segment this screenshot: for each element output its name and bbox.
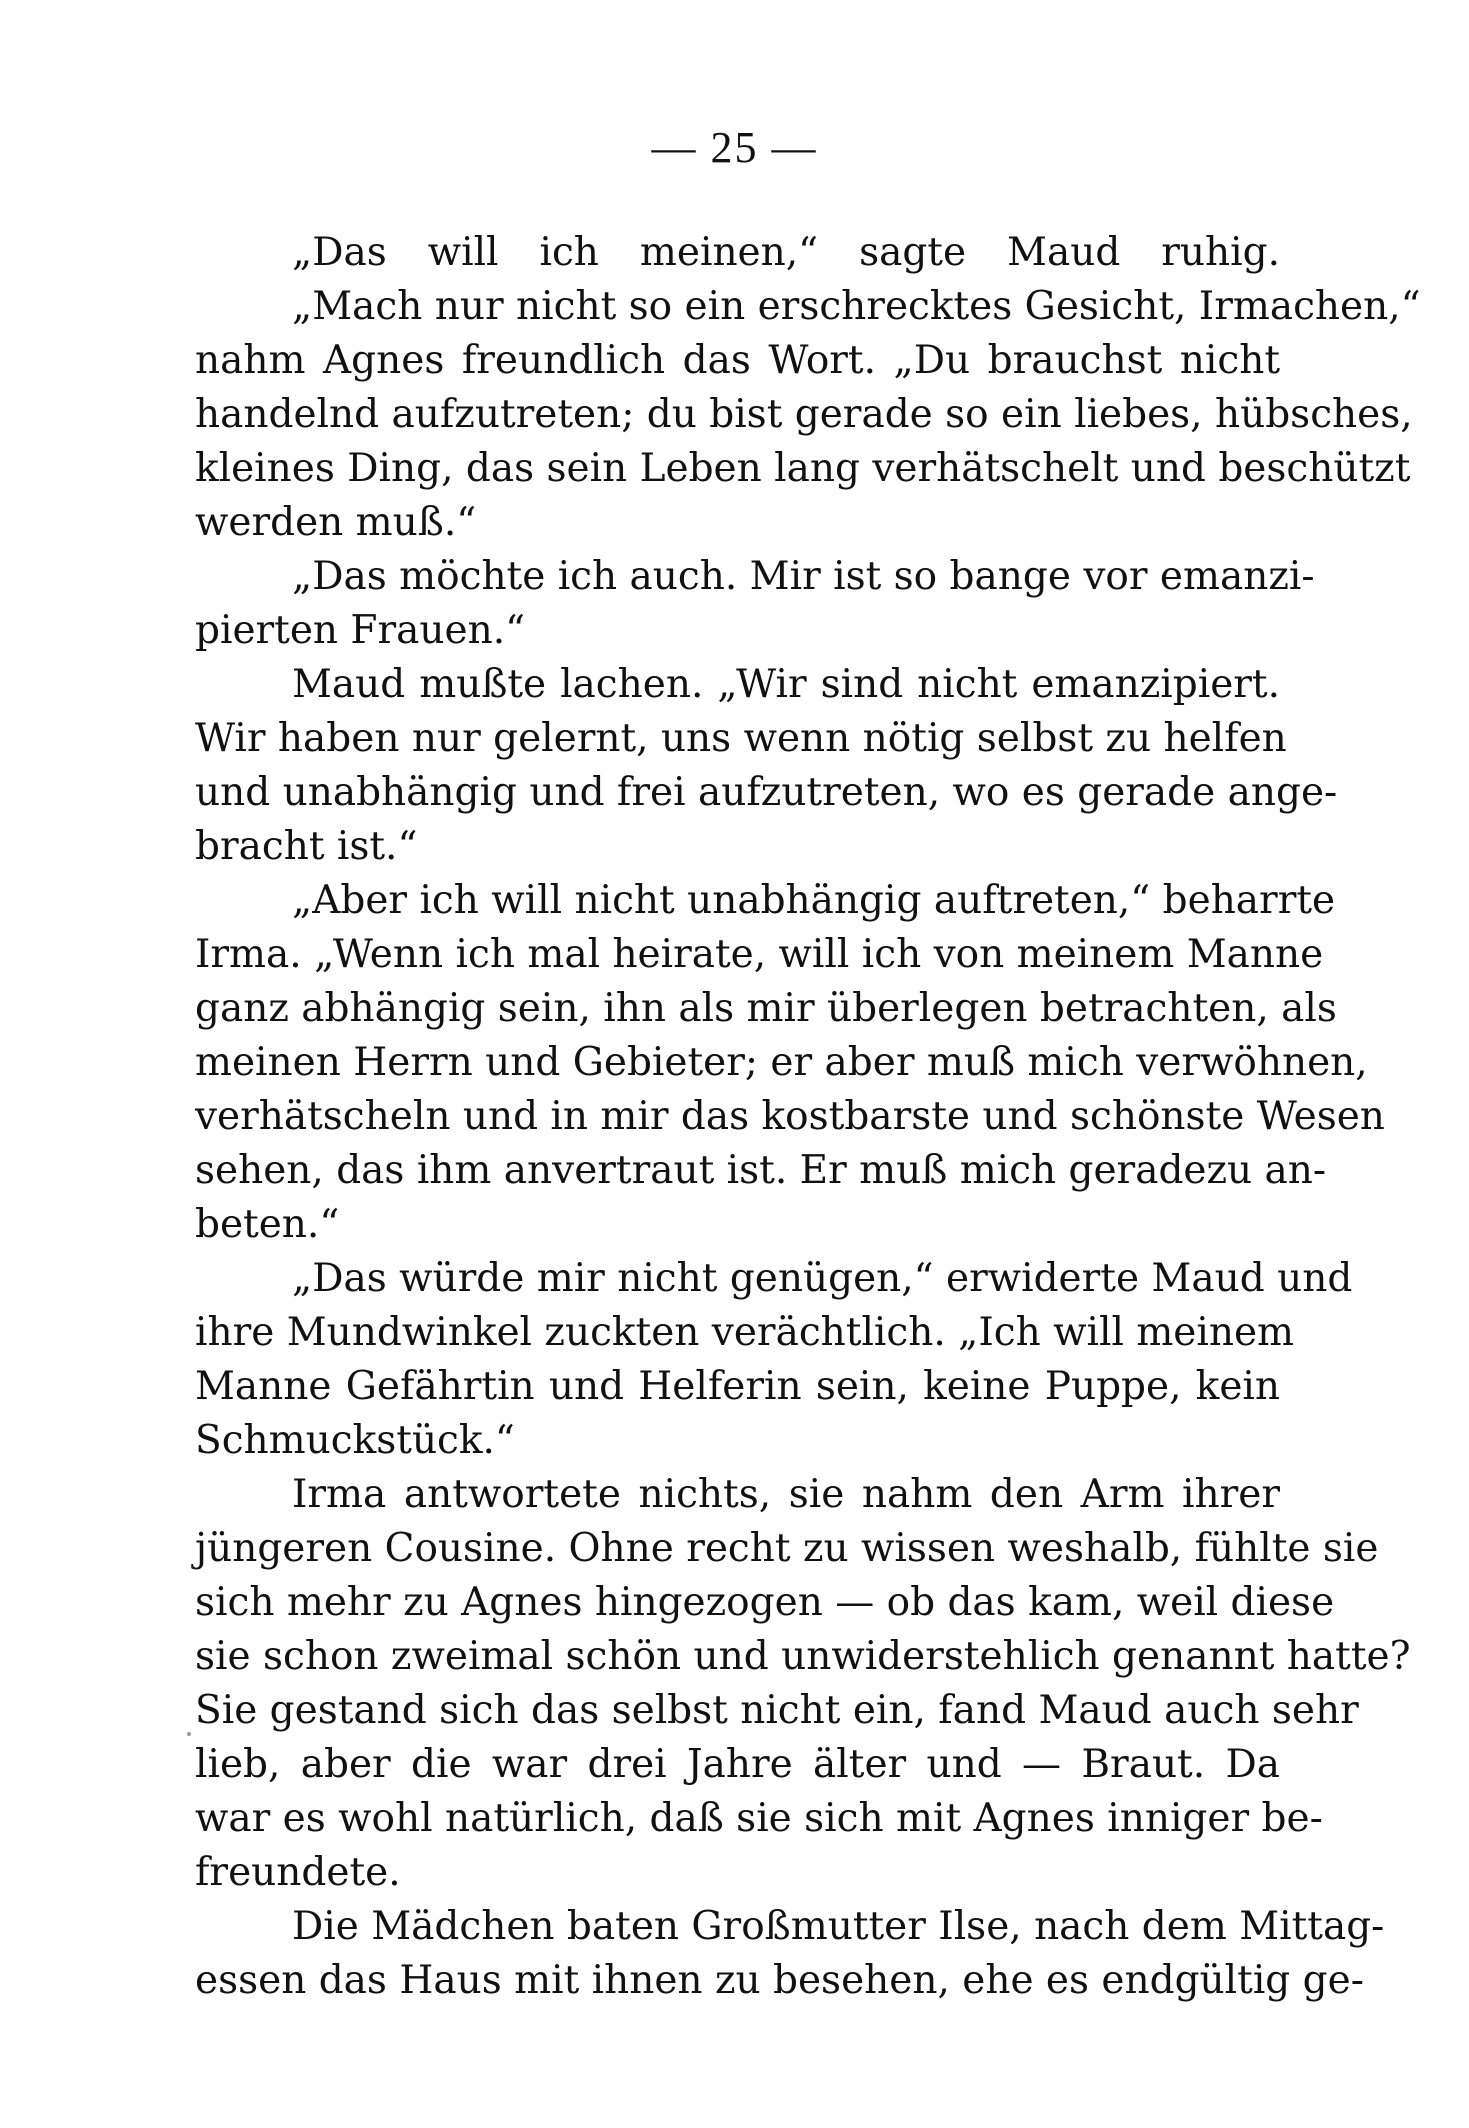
text-line: Die Mädchen baten Großmutter Ilse, nach dem Mittag-: [292, 1904, 1385, 1949]
text-line: Wir haben nur gelernt, uns wenn nötig selbst zu helfen: [195, 716, 1287, 761]
text-line: Manne Gefährtin und Helferin sein, keine Puppe, kein: [195, 1364, 1280, 1409]
text-line: Maud mußte lachen. „Wir sind nicht emanzipiert.: [292, 662, 1280, 707]
page-number: — 25 —: [651, 123, 818, 172]
text-line: kleines Ding, das sein Leben lang verhätschelt und beschützt: [195, 446, 1411, 491]
text-line: verhätscheln und in mir das kostbarste und schönste Wesen: [195, 1094, 1385, 1139]
text-line: nahm Agnes freundlich das Wort. „Du brauchst nicht: [195, 338, 1280, 383]
text-line: war es wohl natürlich, daß sie sich mit Agnes inniger be-: [195, 1796, 1323, 1841]
text-line: ganz abhängig sein, ihn als mir überlegen betrachten, als: [195, 986, 1337, 1031]
text-line: „Aber ich will nicht unabhängig auftreten,“ beharrte: [292, 878, 1336, 923]
text-line: sehen, das ihm anvertraut ist. Er muß mich geradezu an-: [195, 1148, 1327, 1193]
text-line: essen das Haus mit ihnen zu besehen, ehe es endgültig ge-: [195, 1958, 1364, 2003]
text-line: freundete.: [195, 1850, 401, 1895]
text-line: Schmuckstück.“: [195, 1418, 515, 1463]
text-line: beten.“: [195, 1202, 340, 1247]
text-line: „Das würde mir nicht genügen,“ erwiderte Maud und: [292, 1256, 1353, 1301]
text-line: „Das will ich meinen,“ sagte Maud ruhig.: [292, 230, 1280, 275]
text-line: lieb, aber die war drei Jahre älter und — Braut. Da: [195, 1742, 1280, 1787]
text-line: meinen Herrn und Gebieter; er aber muß mich verwöhnen,: [195, 1040, 1368, 1085]
text-line: handelnd aufzutreten; du bist gerade so ein liebes, hübsches,: [195, 392, 1413, 437]
margin-speck: [187, 1732, 191, 1736]
text-line: ihre Mundwinkel zuckten verächtlich. „Ich will meinem: [195, 1310, 1295, 1355]
text-line: jüngeren Cousine. Ohne recht zu wissen weshalb, fühlte sie: [195, 1526, 1379, 1571]
text-line: sie schon zweimal schön und unwiderstehlich genannt hatte?: [195, 1634, 1411, 1679]
text-line: bracht ist.“: [195, 824, 418, 869]
text-line: „Das möchte ich auch. Mir ist so bange vor emanzi-: [292, 554, 1315, 599]
text-line: Sie gestand sich das selbst nicht ein, fand Maud auch sehr: [195, 1688, 1359, 1733]
text-line: sich mehr zu Agnes hingezogen — ob das kam, weil diese: [195, 1580, 1335, 1625]
text-line: Irma. „Wenn ich mal heirate, will ich von meinem Manne: [195, 932, 1324, 977]
text-line: „Mach nur nicht so ein erschrecktes Gesicht, Irmachen,“: [292, 284, 1421, 329]
text-line: werden muß.“: [195, 500, 477, 545]
text-line: und unabhängig und frei aufzutreten, wo es gerade ange-: [195, 770, 1338, 815]
text-line: Irma antwortete nichts, sie nahm den Arm ihrer: [292, 1472, 1280, 1517]
text-line: pierten Frauen.“: [195, 608, 526, 653]
